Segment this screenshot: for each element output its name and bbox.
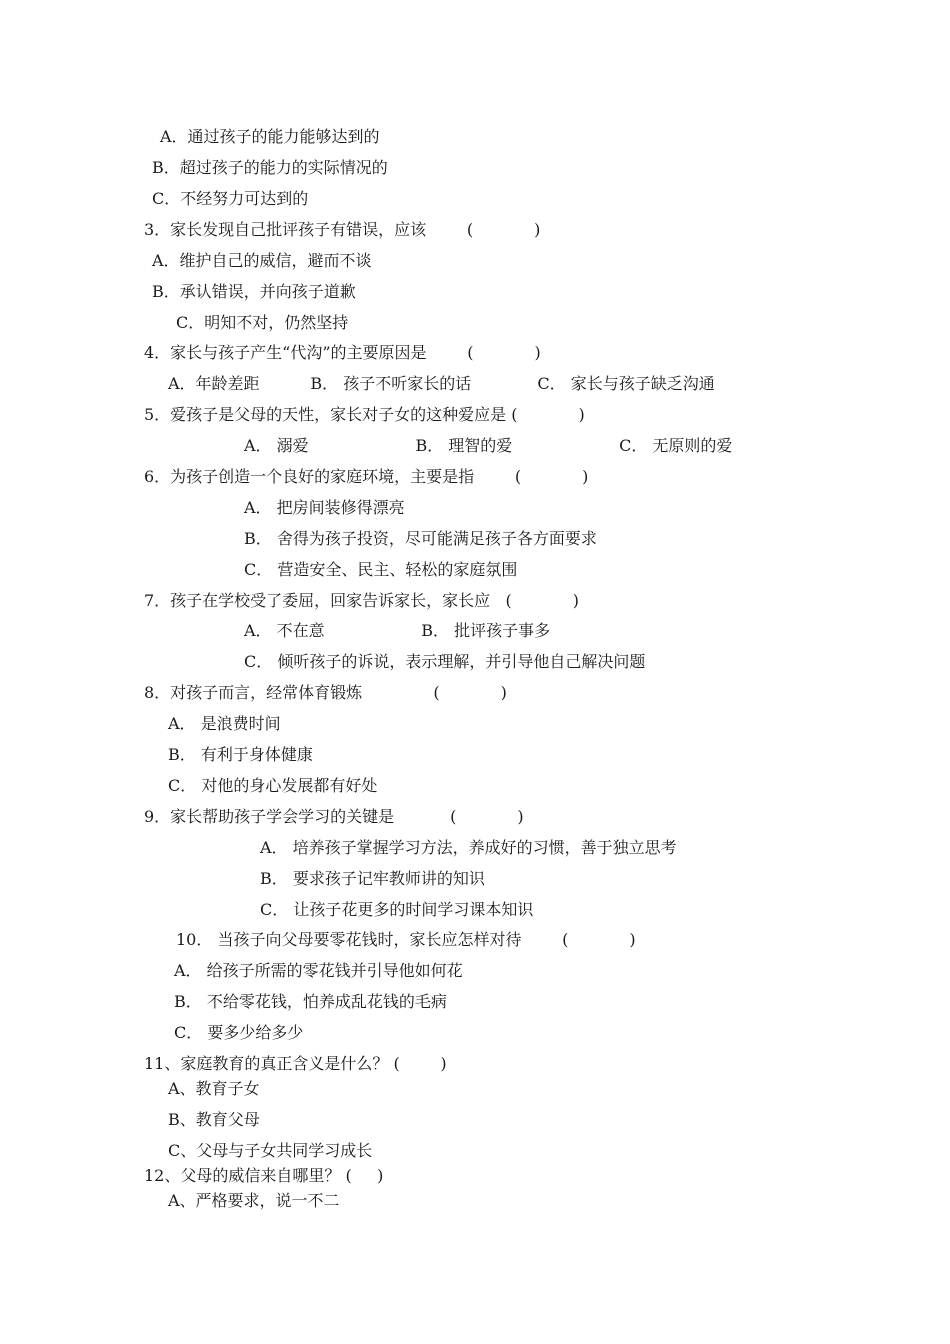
option-text: A． 是浪费时间 — [168, 714, 281, 733]
option-text: C． 让孩子花更多的时间学习课本知识 — [260, 900, 534, 919]
option-text: B、教育父母 — [168, 1110, 260, 1129]
option-text: A．维护自己的威信，避而不谈 — [152, 251, 372, 270]
option-text: A． 不在意 B． 批评孩子事多 — [244, 621, 551, 640]
option-text: C． 要多少给多少 — [174, 1023, 304, 1042]
option-text: A． 给孩子所需的零花钱并引导他如何花 — [174, 961, 463, 980]
option-text: C．不经努力可达到的 — [152, 189, 309, 208]
option-text: B． 有利于身体健康 — [168, 745, 313, 764]
option-text: C． 倾听孩子的诉说，表示理解，并引导他自己解决问题 — [244, 652, 646, 671]
question-text: 7．孩子在学校受了委屈，回家告诉家长，家长应 ( ) — [144, 591, 579, 610]
question-text: 10． 当孩子向父母要零花钱时，家长应怎样对待 ( ) — [176, 930, 636, 949]
question-text: 9．家长帮助孩子学会学习的关键是 ( ) — [144, 807, 524, 826]
option-text: A．通过孩子的能力能够达到的 — [160, 127, 380, 146]
option-text: B．承认错误，并向孩子道歉 — [152, 282, 356, 301]
option-text: A． 培养孩子掌握学习方法，养成好的习惯，善于独立思考 — [260, 838, 677, 857]
question-text: 5．爱孩子是父母的天性，家长对子女的这种爱应是 ( ) — [144, 405, 585, 424]
option-text: C、父母与子女共同学习成长 — [168, 1141, 373, 1160]
option-text: A、严格要求，说一不二 — [168, 1191, 340, 1210]
question-text: 12、父母的威信来自哪里？ ( ) — [144, 1166, 384, 1185]
question-text: 11、家庭教育的真正含义是什么？ ( ) — [144, 1054, 447, 1073]
option-text: C． 营造安全、民主、轻松的家庭氛围 — [244, 560, 518, 579]
option-text: A． 溺爱 B． 理智的爱 C． 无原则的爱 — [244, 436, 733, 455]
question-text: 8．对孩子而言，经常体育锻炼 ( ) — [144, 683, 507, 702]
question-text: 3．家长发现自己批评孩子有错误，应该 ( ) — [144, 220, 541, 239]
option-text: B． 不给零花钱，怕养成乱花钱的毛病 — [174, 992, 447, 1011]
option-text: C．明知不对，仍然坚持 — [176, 313, 349, 332]
option-text: B．超过孩子的能力的实际情况的 — [152, 158, 388, 177]
option-text: B． 舍得为孩子投资，尽可能满足孩子各方面要求 — [244, 529, 597, 548]
option-text: A． 把房间装修得漂亮 — [244, 498, 405, 517]
option-text: A、教育子女 — [168, 1079, 260, 1098]
question-text: 6．为孩子创造一个良好的家庭环境，主要是指 ( ) — [144, 467, 589, 486]
option-text: A．年龄差距 B． 孩子不听家长的话 C． 家长与孩子缺乏沟通 — [168, 374, 715, 393]
option-text: C． 对他的身心发展都有好处 — [168, 776, 378, 795]
option-text: B． 要求孩子记牢教师讲的知识 — [260, 869, 485, 888]
question-text: 4．家长与孩子产生“代沟”的主要原因是 ( ) — [144, 343, 541, 362]
